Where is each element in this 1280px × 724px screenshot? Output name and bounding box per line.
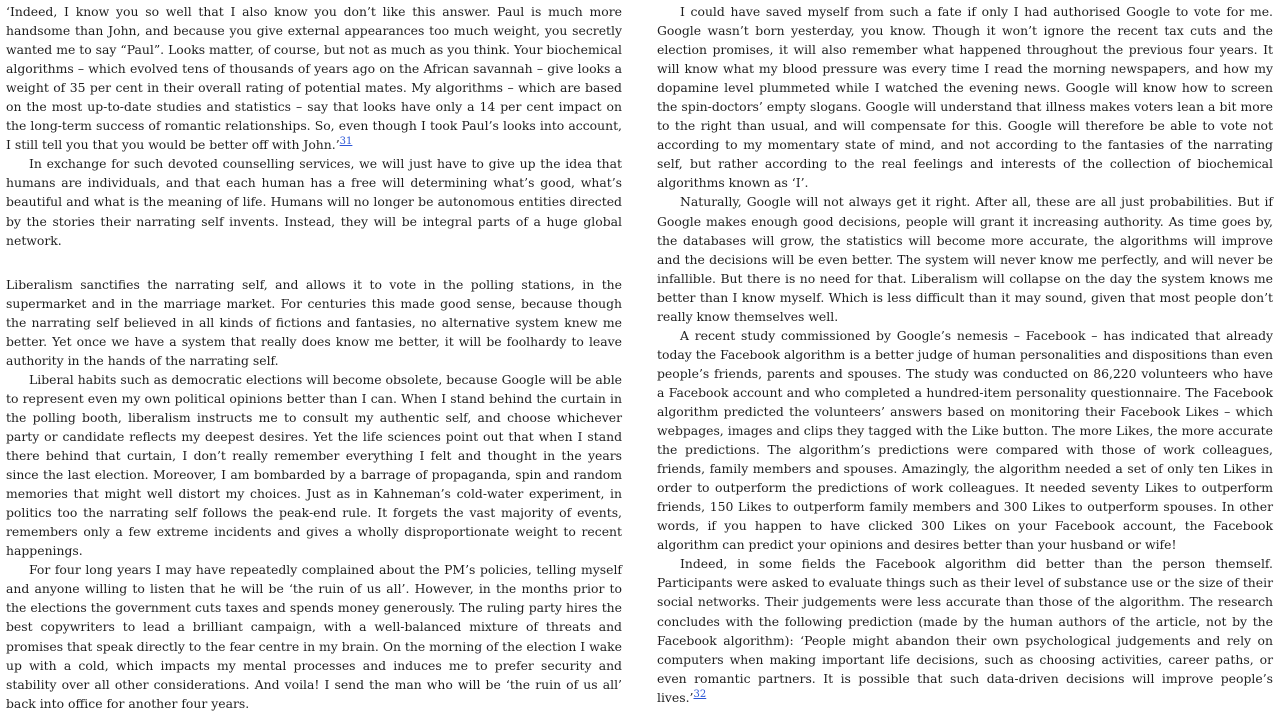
paragraph-text: ‘Indeed, I know you so well that I also know you don’t like this answer. Paul is much more handsome than John, and because you give external appearances too much weight, you secretly wanted me to say “Paul”. Looks matter, of course, but not as much as you think. Your biochemical algorithms – which evolved tens of thousands of years ago on the African savannah – give looks a weight of 35 per cent in their overall rating of potential mates. My algorithms – which are based on the most up-to-date studies and statistics – say that looks have only a 14 per cent impact on the long-term success of romantic relationships. So, even though I took Paul’s looks into account, I still tell you that you would be better off with John.’: [6, 4, 622, 153]
paragraph: A recent study commissioned by Google’s nemesis – Facebook – has indicated that already today the Facebook algorithm is a better judge of human personalities and dispositions than even people’s friends, parents and spouses. The study was conducted on 86,220 volunteers who have a Facebook account and who completed a hundred-item personality questionnaire. The Facebook algorithm predicted the volunteers’ answers based on monitoring their Facebook Likes – which webpages, images and clips they tagged with the Like button. The more Likes, the more accurate the predictions. The algorithm’s predictions were compared with those of work colleagues, friends, family members and spouses. Amazingly, the algorithm needed a set of only ten Likes in order to outperform the predictions of work colleagues. It needed seventy Likes to outperform friends, 150 Likes to outperform family members and 300 Likes to outperform spouses. In other words, if you happen to have clicked 300 Likes on your Facebook account, the Facebook algorithm can predict your opinions and desires better than your husband or wife!: [657, 327, 1273, 553]
paragraph-text: Indeed, in some fields the Facebook algorithm did better than the person themself. Participants were asked to evaluate things such as their level of substance use or the size of their social networks. Their judgements were less accurate than those of the algorithm. The research concludes with the following prediction (made by the human authors of the article, not by the Facebook algorithm): ‘People might abandon their own psychological judgements and rely on computers when making important life decisions, such as choosing activities, career paths, or even romantic partners. It is possible that such data-driven decisions will improve people’s lives.’: [657, 556, 1273, 705]
paragraph: Liberalism sanctifies the narrating self, and allows it to vote in the polling stations, in the supermarket and in the marriage market. For centuries this made good sense, because though the narrating self believed in all kinds of fictions and fantasies, no alternative system knew me better. Yet once we have a system that really does know me better, it will be foolhardy to leave authority in the hands of the narrating self.: [6, 276, 622, 368]
footnote-link-31[interactable]: 31: [339, 136, 353, 148]
left-text-column: [6, 2, 622, 713]
paragraph: [657, 554, 1273, 706]
paragraph: [6, 2, 622, 154]
paragraph: In exchange for such devoted counselling services, we will just have to give up the idea that humans are individuals, and that each human has a free will determining what’s good, what’s beautiful and what is the meaning of life. Humans will no longer be autonomous entities directed by the stories their narrating self invents. Instead, they will be integral parts of a huge global network.: [6, 156, 622, 248]
footnote-link-32[interactable]: 32: [693, 688, 707, 700]
paragraph: For four long years I may have repeatedly complained about the PM’s policies, telling myself and anyone willing to listen that he will be ‘the ruin of us all’. However, in the months prior to the elections the government cuts taxes and spends money generously. The ruling party hires the best copywriters to lead a brilliant campaign, with a well-balanced mixture of threats and promises that speak directly to the fear centre in my brain. On the morning of the election I wake up with a cold, which impacts my mental processes and induces me to prefer security and stability over all other considerations. And voila! I send the man who will be ‘the ruin of us all’ back into office for another four years.: [6, 562, 622, 711]
paragraph: I could have saved myself from such a fate if only I had authorised Google to vote for me. Google wasn’t born yesterday, you know. Though it won’t ignore the recent tax cuts and the election promises, it will also remember what happened throughout the previous four years. It will know what my blood pressure was every time I read the morning newspapers, and how my dopamine level plummeted while I watched the evening news. Google will know how to screen the spin-doctors’ empty slogans. Google will understand that illness makes voters lean a bit more to the right than usual, and will compensate for this. Google will therefore be able to vote not according to my momentary state of mind, and not according to the fantasies of the narrating self, but rather according to the real feelings and interests of the collection of biochemical algorithms known as ‘I’.: [657, 4, 1273, 191]
right-text-column: [657, 2, 1273, 707]
section-break: [6, 250, 622, 275]
paragraph: Naturally, Google will not always get it right. After all, these are all just probabilities. But if Google makes enough good decisions, people will grant it increasing authority. As time goes by, the databases will grow, the statistics will become more accurate, the algorithms will improve and the decisions will be even better. The system will never know me perfectly, and will never be infallible. But there is no need for that. Liberalism will collapse on the day the system knows me better than I know myself. Which is less difficult than it may sound, given that most people don’t really know themselves well.: [657, 194, 1273, 324]
paragraph: Liberal habits such as democratic elections will become obsolete, because Google will be able to represent even my own political opinions better than I can. When I stand behind the curtain in the polling booth, liberalism instructs me to consult my authentic self, and choose whichever party or candidate reflects my deepest desires. Yet the life sciences point out that when I stand there behind that curtain, I don’t really remember everything I felt and thought in the years since the last election. Moreover, I am bombarded by a barrage of propaganda, spin and random memories that might well distort my choices. Just as in Kahneman’s cold-water experiment, in politics too the narrating self follows the peak-end rule. It forgets the vast majority of events, remembers only a few extreme incidents and gives a wholly disproportionate weight to recent happenings.: [6, 371, 622, 559]
